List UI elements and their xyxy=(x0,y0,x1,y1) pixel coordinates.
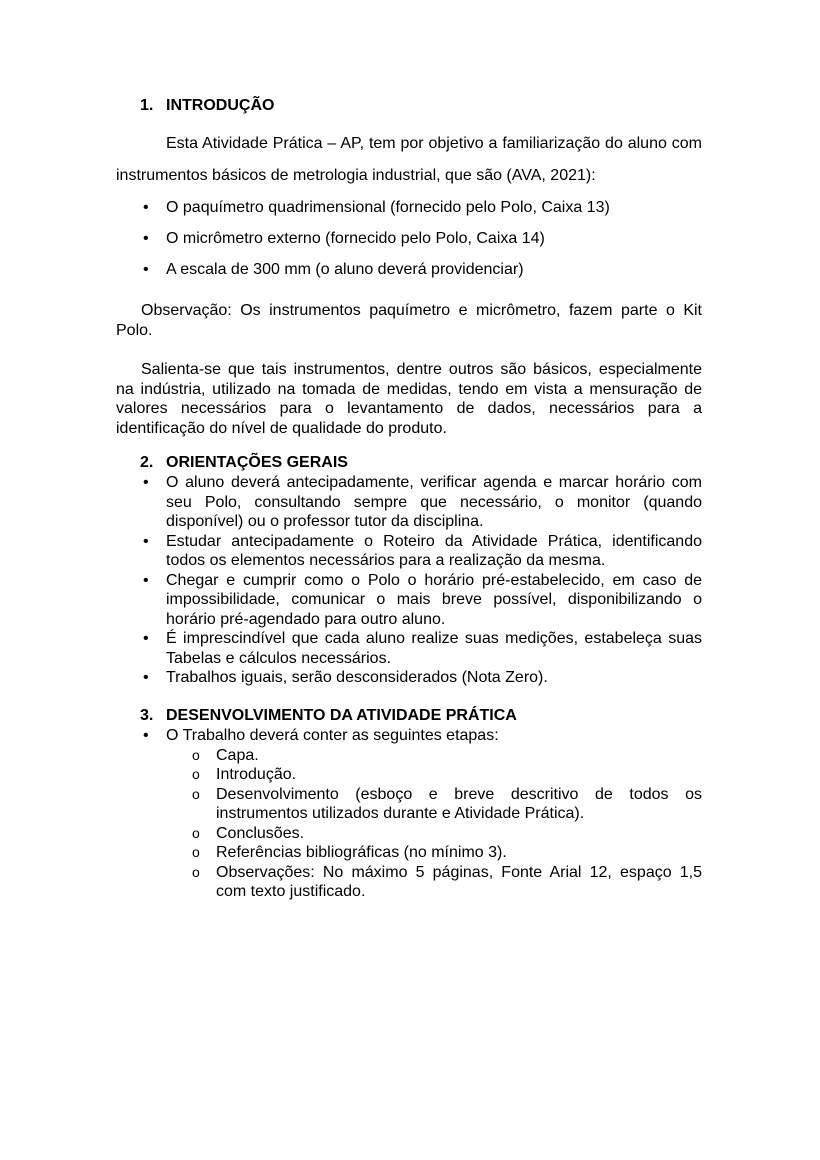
section-introduction xyxy=(116,96,702,438)
observation-paragraph: Observação: Os instrumentos paquímetro e micrômetro, fazem parte o Kit Polo. xyxy=(116,302,702,339)
section-title: ORIENTAÇÕES GERAIS xyxy=(166,454,348,471)
steps-list xyxy=(116,746,702,902)
guidelines-list xyxy=(116,473,702,688)
section-number: 1. xyxy=(140,97,154,114)
section-number: 2. xyxy=(140,454,154,471)
list-item: o Introdução. xyxy=(116,765,702,785)
intro-paragraph: Esta Atividade Prática – AP, tem por objetivo a familiarização do aluno com instrumentos básicos de metrologia industrial, que são (AVA, 2021): xyxy=(116,135,702,184)
list-item: • O aluno deverá antecipadamente, verificar agenda e marcar horário com seu Polo, consultando sempre que necessário, o monitor (quando disponível) ou o professor tutor da disciplina. xyxy=(116,473,702,532)
list-item: • O Trabalho deverá conter as seguintes etapas: xyxy=(116,726,702,746)
work-list xyxy=(116,726,702,746)
list-item: • Trabalhos iguais, serão desconsiderados (Nota Zero). xyxy=(116,668,702,688)
list-item: • Chegar e cumprir como o Polo o horário pré-estabelecido, em caso de impossibilidade, comunicar o mais breve possível, disponibilizando o horário pré-agendado para outro aluno. xyxy=(116,571,702,630)
list-item: • O micrômetro externo (fornecido pelo Polo, Caixa 14) xyxy=(116,223,702,254)
instrument-list xyxy=(116,192,702,285)
section-heading xyxy=(116,706,702,726)
section-general-guidelines xyxy=(116,453,702,688)
list-item: • Estudar antecipadamente o Roteiro da Atividade Prática, identificando todos os elementos necessários para a realização da mesma. xyxy=(116,532,702,571)
section-heading xyxy=(116,96,702,116)
list-item: o Desenvolvimento (esboço e breve descritivo de todos os instrumentos utilizados durante e Atividade Prática). xyxy=(116,785,702,824)
section-title: DESENVOLVIMENTO DA ATIVIDADE PRÁTICA xyxy=(166,707,517,724)
list-item: • O paquímetro quadrimensional (fornecido pelo Polo, Caixa 13) xyxy=(116,192,702,223)
section-practical-activity xyxy=(116,706,702,902)
list-item: • A escala de 300 mm (o aluno deverá providenciar) xyxy=(116,254,702,285)
emphasis-paragraph: Salienta-se que tais instrumentos, dentre outros são básicos, especialmente na indústria, utilizado na tomada de medidas, tendo em vista a mensuração de valores necessários para o levantamento de dados, necessários para a identificação do nível de qualidade do produto. xyxy=(116,361,702,437)
list-item: • É imprescindível que cada aluno realize suas medições, estabeleça suas Tabelas e cálculos necessários. xyxy=(116,629,702,668)
list-item: o Conclusões. xyxy=(116,824,702,844)
section-number: 3. xyxy=(140,707,154,724)
list-item: o Capa. xyxy=(116,746,702,766)
list-item: o Referências bibliográficas (no mínimo 3). xyxy=(116,843,702,863)
section-heading xyxy=(116,453,702,473)
list-item: o Observações: No máximo 5 páginas, Fonte Arial 12, espaço 1,5 com texto justificado. xyxy=(116,863,702,902)
section-title: INTRODUÇÃO xyxy=(166,97,275,114)
